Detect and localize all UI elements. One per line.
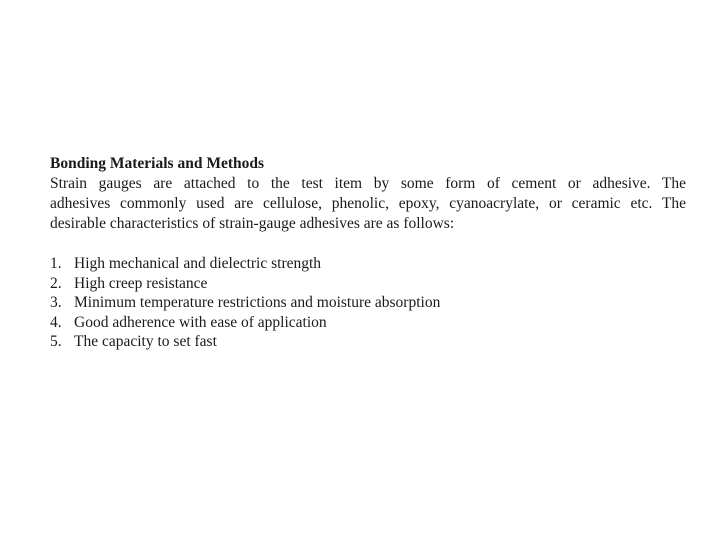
list-item-number: 2. <box>50 274 62 292</box>
list-item-number: 3. <box>50 294 62 311</box>
list-item-text: The capacity to set fast <box>74 333 217 350</box>
list-item-number: 5. <box>50 333 62 350</box>
list-item-text: High creep resistance <box>74 274 208 292</box>
list-item <box>50 313 686 333</box>
paragraph-line: adhesives commonly used are cellulose, phenolic, epoxy, cyanoacrylate, or ceramic etc. The <box>50 195 686 212</box>
list-item-text: High mechanical and dielectric strength <box>74 255 322 272</box>
intro-paragraph <box>50 174 686 234</box>
section-heading: Bonding Materials and Methods <box>50 155 265 172</box>
list-item <box>50 293 686 313</box>
list-item <box>50 254 686 274</box>
list-item <box>50 274 686 294</box>
paragraph-line: Strain gauges are attached to the test item by some form of cement or adhesive. The <box>50 175 686 192</box>
list-item <box>50 332 686 352</box>
list-item-text: Good adherence with ease of application <box>74 313 327 331</box>
list-item-number: 1. <box>50 255 62 272</box>
list-item-text: Minimum temperature restrictions and moisture absorption <box>74 294 441 311</box>
document-body <box>50 154 686 352</box>
list-item-number: 4. <box>50 313 62 331</box>
characteristics-list <box>50 254 686 352</box>
paragraph-line: desirable characteristics of strain-gauge adhesives are as follows: <box>50 215 455 232</box>
